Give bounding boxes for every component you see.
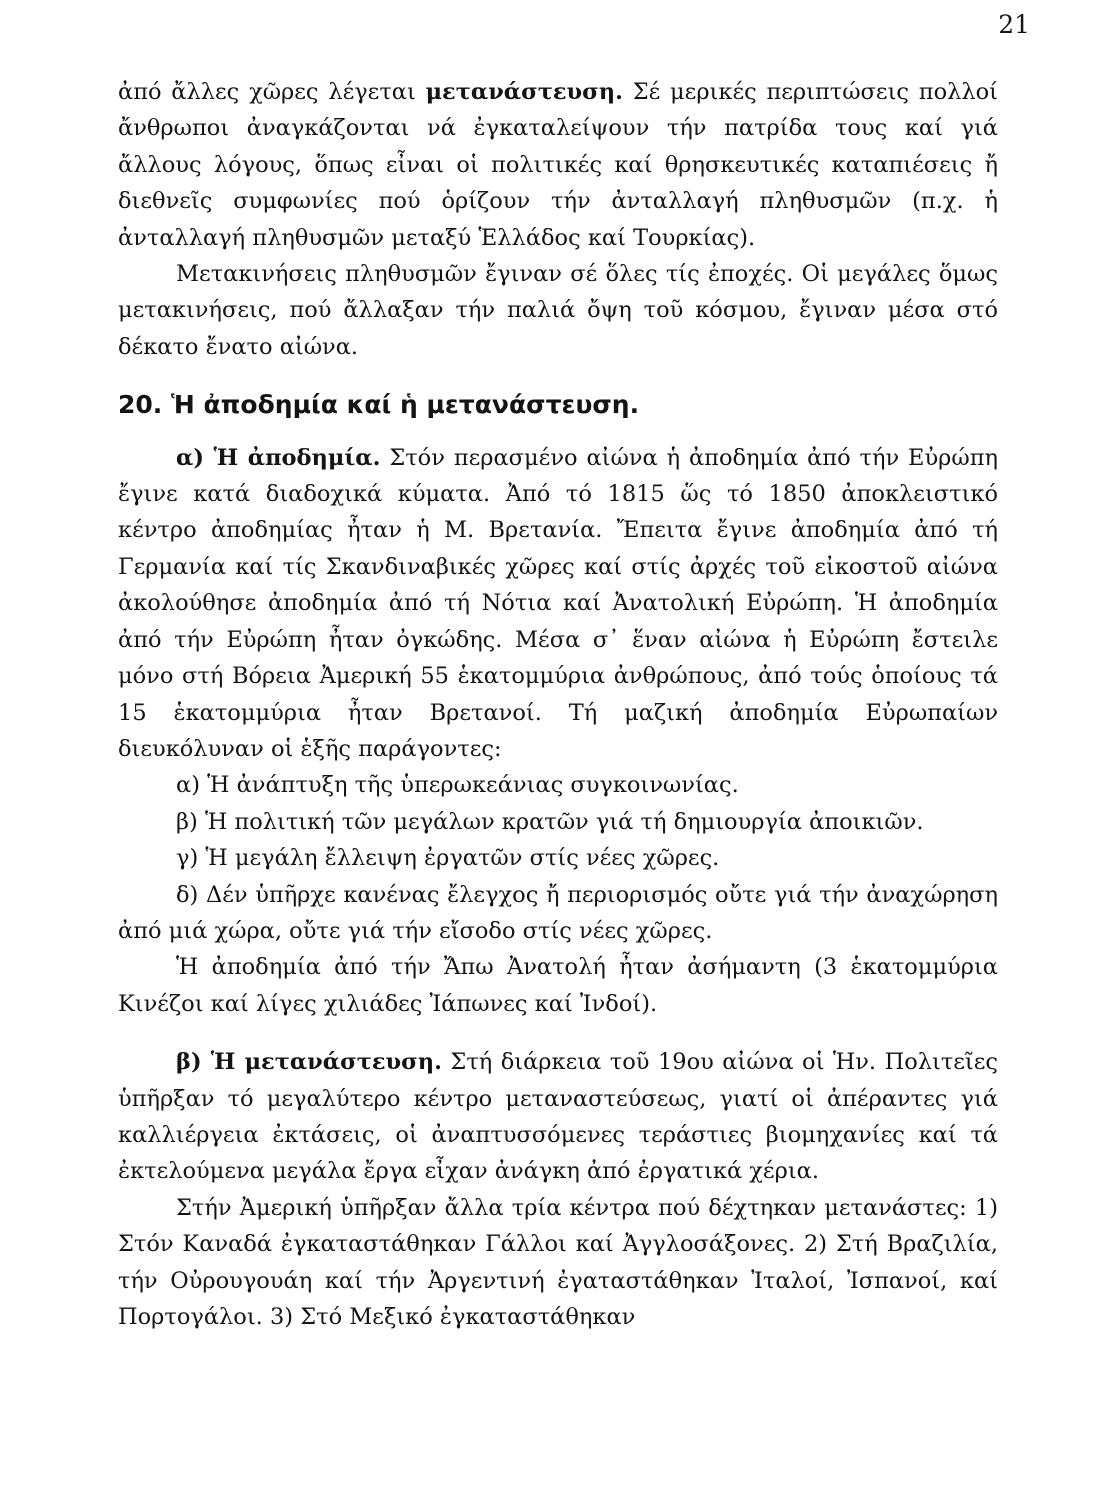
subsection-text: Στόν περασμένο αἰώνα ἡ ἀποδημία ἀπό τήν Εὐρώπη ἔγινε κατά διαδοχικά κύματα. Ἀπό τό 1815 ὥς τό 1850 ἀποκλειστικό κέντρο ἀποδημίας ἦταν ἡ Μ. Βρετανία. Ἔπειτα ἔγινε ἀποδημία ἀπό τή Γερμανία καί τίς Σκανδιναβικές χῶρες καί στίς ἀρχές τοῦ εἰκοστοῦ αἰώνα ἀκολούθησε ἀποδημία ἀπό τή Νότια καί Ἀνατολική Εὐρώπη. Ἡ ἀποδημία ἀπό τήν Εὐρώπη ἦταν ὀγκώδης. Μέσα σ᾽ ἕναν αἰώνα ἡ Εὐρώπη ἔστειλε μόνο στή Βόρεια Ἀμερική 55 ἑκατομμύρια ἀνθρώπους, ἀπό τούς ὁποίους τά 15 ἑκατομμύρια ἦταν Βρετανοί. Τή μαζική ἀποδημία Εὐρωπαίων διευκόλυναν οἱ ἑξῆς παράγοντες: (118, 444, 998, 762)
paragraph-far-east: Ἡ ἀποδημία ἀπό τήν Ἄπω Ἀνατολή ἦταν ἀσήμαντη (3 ἑκατομμύρια Κινέζοι καί λίγες χιλιάδες Ἰάπωνες καί Ἰνδοί). (118, 954, 998, 1017)
paragraph-text: Σέ μερικές περιπτώσεις πολλοί ἄνθρωποι ἀναγκάζονται νά ἐγκαταλείψουν τήν πατρίδα τους καί γιά ἄλλους λόγους, ὅπως εἶναι οἱ πολιτικές καί θρησκευτικές καταπιέσεις ἤ διεθνεῖς συμφωνίες πού ὁρίζουν τήν ἀνταλλαγή πληθυσμῶν (π.χ. ἡ ἀνταλλαγή πληθυσμῶν μεταξύ Ἑλλάδος καί Τουρκίας). (118, 79, 999, 251)
factor-item: α) Ἡ ἀνάπτυξη τῆς ὑπερωκεάνιας συγκοινωνίας. (176, 772, 739, 799)
term-metanastefsi: μετανάστευση. (425, 79, 623, 105)
paragraph-text: ἀπό ἄλλες χῶρες λέγεται (118, 79, 426, 105)
paragraph-america-centers: Στήν Ἀμερική ὑπῆρξαν ἄλλα τρία κέντρα πού δέχτηκαν μετανάστες: 1) Στόν Καναδά ἐγκαταστάθηκαν Γάλλοι καί Ἀγγλοσάξονες. 2) Στή Βραζιλία, τήν Οὐρουγουάη καί τήν Ἀργεντινή ἐγαταστάθηκαν Ἰταλοί, Ἰσπανοί, καί Πορτογάλοι. 3) Στό Μεξικό ἐγκαταστάθηκαν (118, 1194, 998, 1330)
paragraph-population-movements: Μετακινήσεις πληθυσμῶν ἔγιναν σέ ὅλες τίς ἐποχές. Οἱ μεγάλες ὅμως μετακινήσεις, πού ἄλλαξαν τήν παλιά ὄψη τοῦ κόσμου, ἔγιναν μέσα στό δέκατο ἔνατο αἰώνα. (118, 261, 998, 360)
page-content (118, 74, 998, 1335)
subsection-emigration (118, 440, 998, 768)
subsection-text: Στή διάρκεια τοῦ 19ου αἰώνα οἱ Ἡν. Πολιτεῖες ὑπῆρξαν τό μεγαλύτερο κέντρο μεταναστεύσεως, γιατί οἱ ἀπέραντες γιά καλλιέργεια ἐκτάσεις, οἱ ἀναπτυσσόμενες τεράστιες βιομηχανίες καί τά ἐκτελούμενα μεγάλα ἔργα εἶχαν ἀνάγκη ἀπό ἐργατικά χέρια. (118, 1049, 999, 1185)
factor-item: γ) Ἡ μεγάλη ἔλλειψη ἐργατῶν στίς νέες χῶρες. (176, 845, 720, 872)
factor-item: β) Ἡ πολιτική τῶν μεγάλων κρατῶν γιά τή δημιουργία ἀποικιῶν. (176, 808, 924, 835)
page-number: 21 (998, 10, 1030, 39)
subsection-immigration (118, 1044, 998, 1190)
factor-item: δ) Δέν ὑπῆρχε κανένας ἔλεγχος ἤ περιορισμός οὔτε γιά τήν ἀναχώρηση ἀπό μιά χώρα, οὔτε γιά τήν εἴσοδο στίς νέες χῶρες. (118, 881, 998, 944)
subsection-title: α) Ἡ ἀποδημία. (176, 444, 381, 471)
section-heading: 20. Ἡ ἀποδημία καί ἡ μετανάστευση. (118, 390, 640, 420)
subsection-title: β) Ἡ μετανάστευση. (176, 1049, 442, 1076)
paragraph-emigration-definition (118, 74, 998, 256)
